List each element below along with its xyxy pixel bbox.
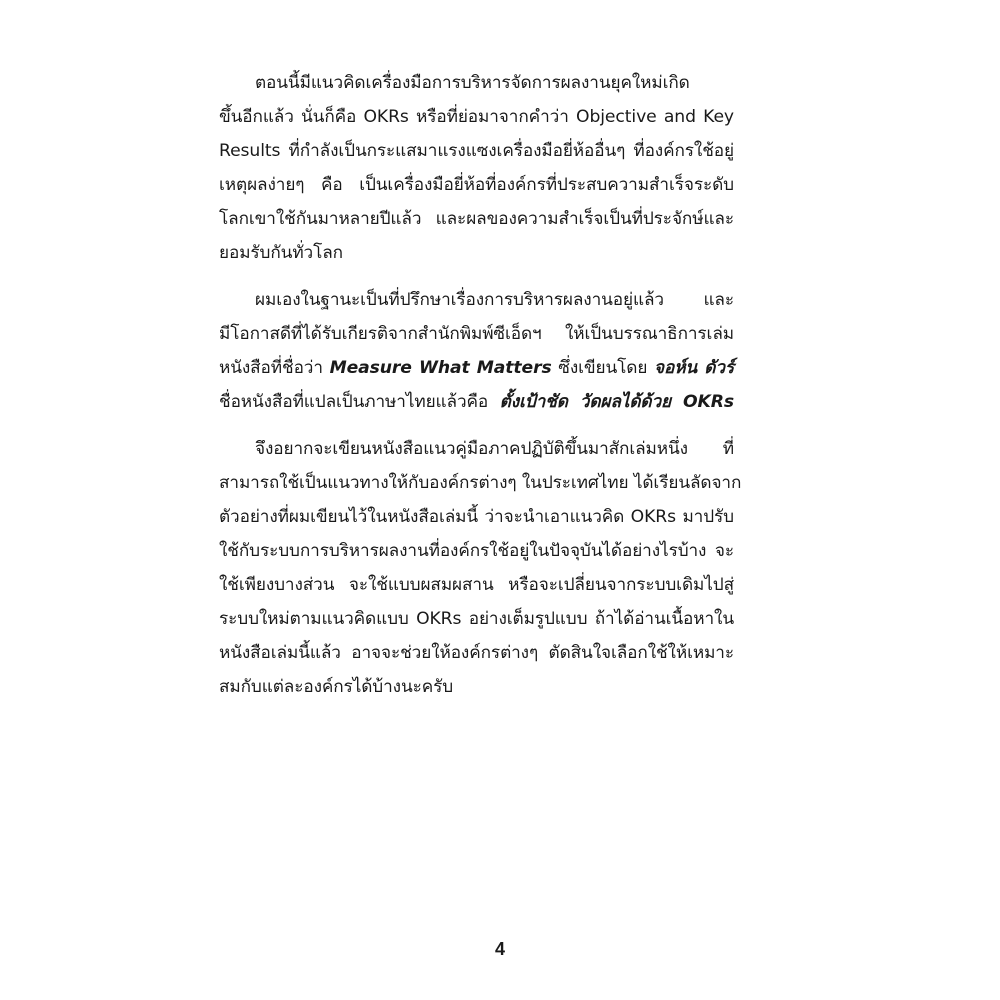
paragraph-line: [219, 385, 734, 419]
paragraph-2: [219, 283, 734, 419]
author-name: จอห์น ดัวร์: [654, 358, 734, 378]
paragraph-line: มีโอกาสดีที่ได้รับเกียรติจากสำนักพิมพ์ซีเอ็ดฯ ให้เป็นบรรณาธิการเล่ม: [219, 324, 734, 344]
paragraph-line: ใช้เพียงบางส่วน จะใช้แบบผสมผสาน หรือจะเปลี่ยนจากระบบเดิมไปสู่: [219, 575, 734, 595]
paragraph-line: โลกเขาใช้กันมาหลายปีแล้ว และผลของความสำเร็จเป็นที่ประจักษ์และ: [219, 209, 734, 229]
paragraph-1: [219, 66, 734, 270]
paragraph-line: ตอนนี้มีแนวคิดเครื่องมือการบริหารจัดการผลงานยุคใหม่เกิด: [255, 73, 690, 93]
paragraph-3: [219, 432, 742, 704]
line-text: หนังสือที่ชื่อว่า: [219, 358, 330, 378]
paragraph-line: เหตุผลง่ายๆ คือ เป็นเครื่องมือยี่ห้อที่องค์กรที่ประสบความสำเร็จระดับ: [219, 175, 734, 195]
paragraph-line: ใช้กับระบบการบริหารผลงานที่องค์กรใช้อยู่ในปัจจุบันได้อย่างไรบ้าง จะ: [219, 541, 734, 561]
paragraph-line: ระบบใหม่ตามแนวคิดแบบ OKRs อย่างเต็มรูปแบบ ถ้าได้อ่านเนื้อหาใน: [219, 609, 734, 629]
paragraph-line: ขึ้นอีกแล้ว นั่นก็คือ OKRs หรือที่ย่อมาจากคำว่า Objective and Key: [219, 107, 734, 127]
paragraph-line: สามารถใช้เป็นแนวทางให้กับองค์กรต่างๆ ในประเทศไทย ได้เรียนลัดจาก: [219, 473, 742, 493]
paragraph-line: หนังสือเล่มนี้แล้ว อาจจะช่วยให้องค์กรต่างๆ ตัดสินใจเลือกใช้ให้เหมาะ: [219, 643, 734, 663]
paragraph-line: ยอมรับกันทั่วโลก: [219, 243, 343, 263]
paragraph-line: [219, 351, 734, 385]
paragraph-line: ตัวอย่างที่ผมเขียนไว้ในหนังสือเล่มนี้ ว่าจะนำเอาแนวคิด OKRs มาปรับ: [219, 507, 734, 527]
paragraph-line: Results ที่กำลังเป็นกระแสมาแรงแซงเครื่องมือยี่ห้ออื่นๆ ที่องค์กรใช้อยู่: [219, 141, 734, 161]
line-text: ชื่อหนังสือที่แปลเป็นภาษาไทยแล้วคือ: [219, 392, 500, 412]
paragraph-line: ผมเองในฐานะเป็นที่ปรึกษาเรื่องการบริหารผลงานอยู่แล้ว และ: [255, 290, 734, 310]
line-text: ซึ่งเขียนโดย: [551, 358, 654, 378]
page-number: 4: [494, 939, 505, 959]
paragraph-line: สมกับแต่ละองค์กรได้บ้างนะครับ: [219, 677, 454, 697]
body-text: [219, 66, 742, 717]
book-title-english: Measure What Matters: [329, 358, 552, 378]
book-title-thai: ตั้งเป้าชัด วัดผลได้ด้วย OKRs: [499, 392, 734, 412]
paragraph-line: จึงอยากจะเขียนหนังสือแนวคู่มือภาคปฏิบัติขึ้นมาสักเล่มหนึ่ง ที่: [255, 439, 734, 459]
